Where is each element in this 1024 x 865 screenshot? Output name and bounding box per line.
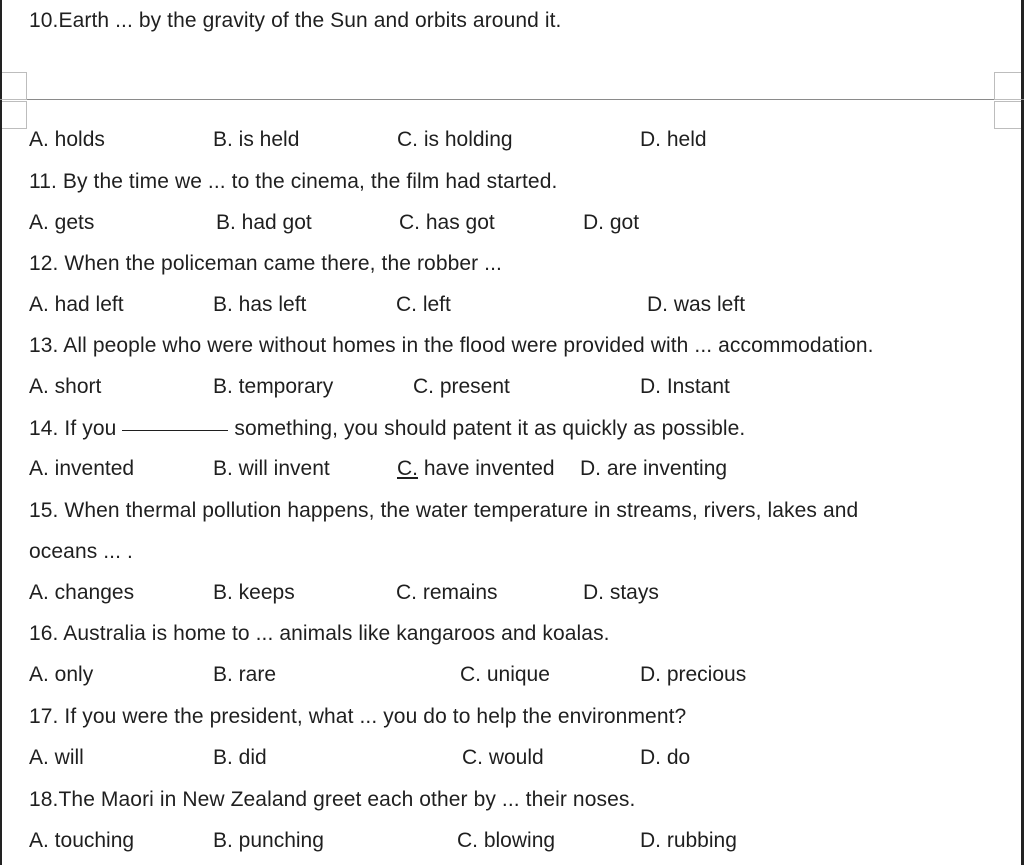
question-15-text: 15. When thermal pollution happens, the water temperature in streams, rivers, lakes and xyxy=(29,499,859,522)
q16-option-d: D. precious xyxy=(640,663,747,686)
q15-option-b: B. keeps xyxy=(213,581,295,604)
q17-option-a: A. will xyxy=(29,746,84,769)
q13-option-c: C. present xyxy=(413,375,510,398)
q13-option-a: A. short xyxy=(29,375,102,398)
q10-option-a: A. holds xyxy=(29,128,105,151)
question-13-text: 13. All people who were without homes in the flood were provided with ... accommodation. xyxy=(29,334,874,357)
q16-option-c: C. unique xyxy=(460,663,550,686)
q15-option-c: C. remains xyxy=(396,581,498,604)
page-corner-mark xyxy=(2,72,27,100)
q17-option-d: D. do xyxy=(640,746,691,769)
q11-option-d: D. got xyxy=(583,211,640,234)
q17-option-c: C. would xyxy=(462,746,544,769)
q14-option-c-letter: C. xyxy=(397,457,418,480)
q16-option-b: B. rare xyxy=(213,663,277,686)
q14-text-before: 14. If you xyxy=(29,417,117,440)
q16-option-a: A. only xyxy=(29,663,94,686)
page-corner-mark xyxy=(994,72,1021,100)
question-15-text-line2: oceans ... . xyxy=(29,540,133,563)
q18-option-c: C. blowing xyxy=(457,829,556,852)
q15-option-d: D. stays xyxy=(583,581,659,604)
q11-option-b: B. had got xyxy=(216,211,312,234)
q12-option-d: D. was left xyxy=(647,293,746,316)
q12-option-c: C. left xyxy=(396,293,451,316)
q10-option-c: C. is holding xyxy=(397,128,513,151)
q14-option-c-label: have invented xyxy=(418,457,555,480)
q15-option-a: A. changes xyxy=(29,581,135,604)
q12-option-b: B. has left xyxy=(213,293,307,316)
page-corner-mark xyxy=(2,101,27,129)
question-14-text xyxy=(29,416,745,442)
question-17-text: 17. If you were the president, what ... you do to help the environment? xyxy=(29,705,687,728)
question-12-text: 12. When the policeman came there, the robber ... xyxy=(29,252,502,275)
q18-option-d: D. rubbing xyxy=(640,829,737,852)
q13-option-d: D. Instant xyxy=(640,375,730,398)
q18-option-b: B. punching xyxy=(213,829,324,852)
page-corner-mark xyxy=(994,101,1021,129)
q10-option-b: B. is held xyxy=(213,128,300,151)
left-edge xyxy=(0,0,2,865)
question-11-text: 11. By the time we ... to the cinema, the film had started. xyxy=(29,170,558,193)
q12-option-a: A. had left xyxy=(29,293,124,316)
q17-option-b: B. did xyxy=(213,746,267,769)
q14-option-a: A. invented xyxy=(29,457,135,480)
q14-option-d: D. are inventing xyxy=(580,457,728,480)
q10-option-d: D. held xyxy=(640,128,707,151)
answer-blank xyxy=(122,429,228,431)
question-16-text: 16. Australia is home to ... animals like kangaroos and koalas. xyxy=(29,622,610,645)
page-break-line xyxy=(0,99,1024,100)
question-18-text: 18.The Maori in New Zealand greet each other by ... their noses. xyxy=(29,788,636,811)
question-10-text: 10.Earth ... by the gravity of the Sun and orbits around it. xyxy=(29,9,562,32)
q18-option-a: A. touching xyxy=(29,829,135,852)
q14-option-c xyxy=(397,456,555,482)
q11-option-c: C. has got xyxy=(399,211,495,234)
q14-text-after: something, you should patent it as quickly as possible. xyxy=(234,417,746,440)
q11-option-a: A. gets xyxy=(29,211,95,234)
q13-option-b: B. temporary xyxy=(213,375,334,398)
q14-option-b: B. will invent xyxy=(213,457,330,480)
